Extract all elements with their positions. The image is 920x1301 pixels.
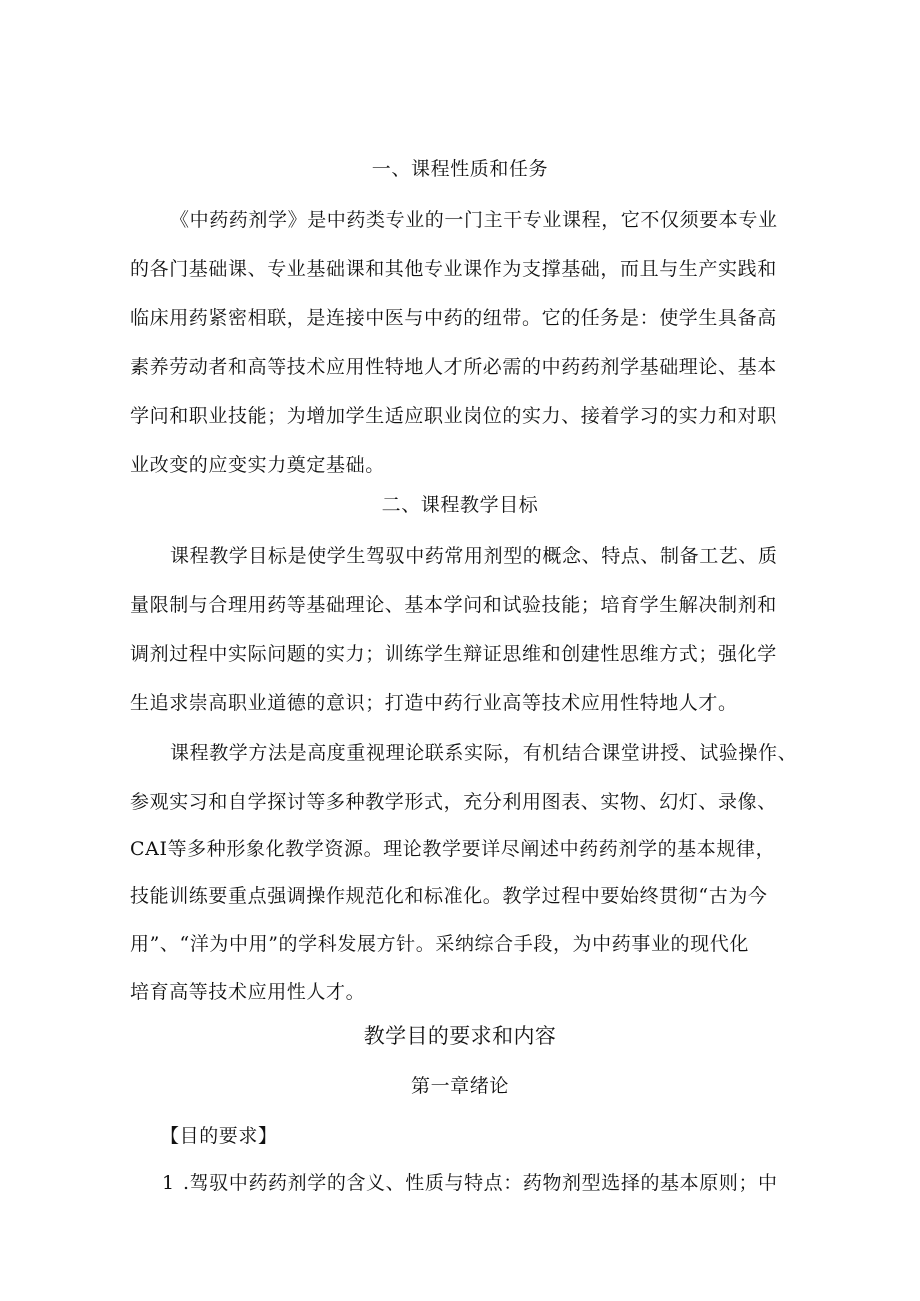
requirements-heading: 【目的要求】 <box>160 1125 278 1147</box>
list-item-number: 1 <box>162 1172 175 1194</box>
paragraph-line: 素养劳动者和高等技术应用性特地人才所必需的中药药剂学基础理论、基本 <box>130 356 777 378</box>
paragraph-line: 技能训练要重点强调操作规范化和标准化。教学过程中要始终贯彻“古为今 <box>130 885 768 907</box>
paragraph-line: 《中药药剂学》是中药类专业的一门主干专业课程，它不仅须要本专业 <box>170 209 778 231</box>
paragraph-line: 调剂过程中实际问题的实力；训练学生辩证思维和创建性思维方式；强化学 <box>130 643 777 665</box>
paragraph-line: 课程教学目标是使学生驾驭中药常用剂型的概念、特点、制备工艺、质 <box>170 545 778 567</box>
paragraph-line: 用”、“洋为中用”的学科发展方针。采纳综合手段，为中药事业的现代化 <box>130 933 749 955</box>
list-item-text: .驾驭中药药剂学的含义、性质与特点：药物剂型选择的基本原则；中 <box>183 1172 778 1194</box>
paragraph-line: 培育高等技术应用性人才。 <box>130 981 366 1003</box>
chapter-title: 第一章绪论 <box>410 1075 509 1097</box>
paragraph-line: 课程教学方法是高度重视理论联系实际，有机结合课堂讲授、试验操作、 <box>170 742 798 764</box>
paragraph-line: 的各门基础课、专业基础课和其他专业课作为支撑基础，而且与生产实践和 <box>130 258 777 280</box>
section-heading-nature-tasks: 一、课程性质和任务 <box>371 158 549 180</box>
paragraph-line: 学问和职业技能；为增加学生适应职业岗位的实力、接着学习的实力和对职 <box>130 405 777 427</box>
paragraph-line: 参观实习和自学探讨等多种教学形式，充分利用图表、实物、幻灯、录像、 <box>130 791 777 813</box>
paragraph-line: 业改变的应变实力奠定基础。 <box>130 454 385 476</box>
paragraph-line: 临床用药紧密相联，是连接中医与中药的纽带。它的任务是：使学生具备高 <box>130 307 777 329</box>
main-title: 教学目的要求和内容 <box>363 1024 557 1048</box>
paragraph-line: 量限制与合理用药等基础理论、基本学问和试验技能；培育学生解决制剂和 <box>130 594 777 616</box>
paragraph-line: 生追求崇高职业道德的意识；打造中药行业高等技术应用性特地人才。 <box>130 692 738 714</box>
paragraph-line: CAI等多种形象化教学资源。理论教学要详尽阐述中药药剂学的基本规律， <box>130 838 776 860</box>
section-heading-teaching-goals: 二、课程教学目标 <box>381 494 539 516</box>
